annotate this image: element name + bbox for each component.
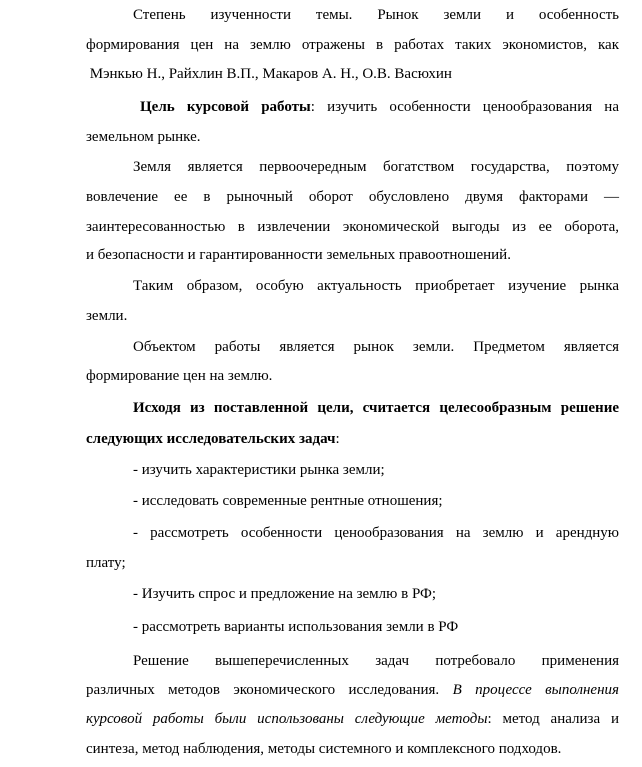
methods-line-3-plain: : метод анализа и xyxy=(487,711,619,727)
goal-line-1 xyxy=(140,96,619,118)
land-wealth-line-1: Земля является первоочередным богатством государства, поэтому xyxy=(133,159,619,175)
task-item-3-line-1: - рассмотреть особенности ценообразования на землю и арендную xyxy=(133,525,619,541)
goal-label: Цель курсовой работы xyxy=(140,99,311,115)
land-wealth-line-2: вовлечение ее в рыночный оборот обусловлено двумя факторами — xyxy=(86,189,619,205)
goal-text: : изучить особенности ценообразования на xyxy=(310,99,619,115)
methods-line-2-plain: различных методов экономического исследования. xyxy=(86,682,453,698)
methods-line-1: Решение вышеперечисленных задач потребовало применения xyxy=(133,653,619,669)
task-item-2: - исследовать современные рентные отношения; xyxy=(133,493,443,509)
land-wealth-line-3: заинтересованностью в извлечении экономической выгоды из ее оборота, xyxy=(86,219,619,235)
study-degree-line-3: Мэнкью Н., Райхлин В.П., Макаров А. Н., О.В. Васюхин xyxy=(86,66,452,82)
object-line-2: формирование цен на землю. xyxy=(86,368,273,384)
methods-line-2 xyxy=(86,679,619,701)
tasks-intro-line-2 xyxy=(86,428,619,450)
study-degree-line-1: Степень изученности темы. Рынок земли и особенность xyxy=(133,7,619,23)
task-item-4: - Изучить спрос и предложение на землю в РФ; xyxy=(133,586,437,602)
object-line-1: Объектом работы является рынок земли. Предметом является xyxy=(133,339,619,355)
relevance-line-1: Таким образом, особую актуальность приобретает изучение рынка xyxy=(133,278,619,294)
study-degree-line-2: формирования цен на землю отражены в работах таких экономистов, как xyxy=(86,37,619,53)
methods-line-2-italic: В процессе выполнения xyxy=(452,682,620,698)
goal-line-2: земельном рынке. xyxy=(86,129,201,145)
task-item-1: - изучить характеристики рынка земли; xyxy=(133,462,385,478)
land-wealth-line-4: и безопасности и гарантированности земельных правоотношений. xyxy=(86,247,511,263)
tasks-intro-bold: следующих исследовательских задач xyxy=(86,431,336,447)
methods-line-3-italic: курсовой работы были использованы следующие методы xyxy=(86,711,488,727)
task-item-5: - рассмотреть варианты использования земли в РФ xyxy=(133,619,459,635)
tasks-intro-line-1: Исходя из поставленной цели, считается целесообразным решение xyxy=(133,400,619,416)
methods-line-3 xyxy=(86,708,619,730)
task-item-3-line-2: плату; xyxy=(86,555,126,571)
relevance-line-2: земли. xyxy=(86,308,128,324)
tasks-intro-colon: : xyxy=(335,431,340,447)
methods-line-4: синтеза, метод наблюдения, методы системного и комплексного подходов. xyxy=(86,741,562,757)
